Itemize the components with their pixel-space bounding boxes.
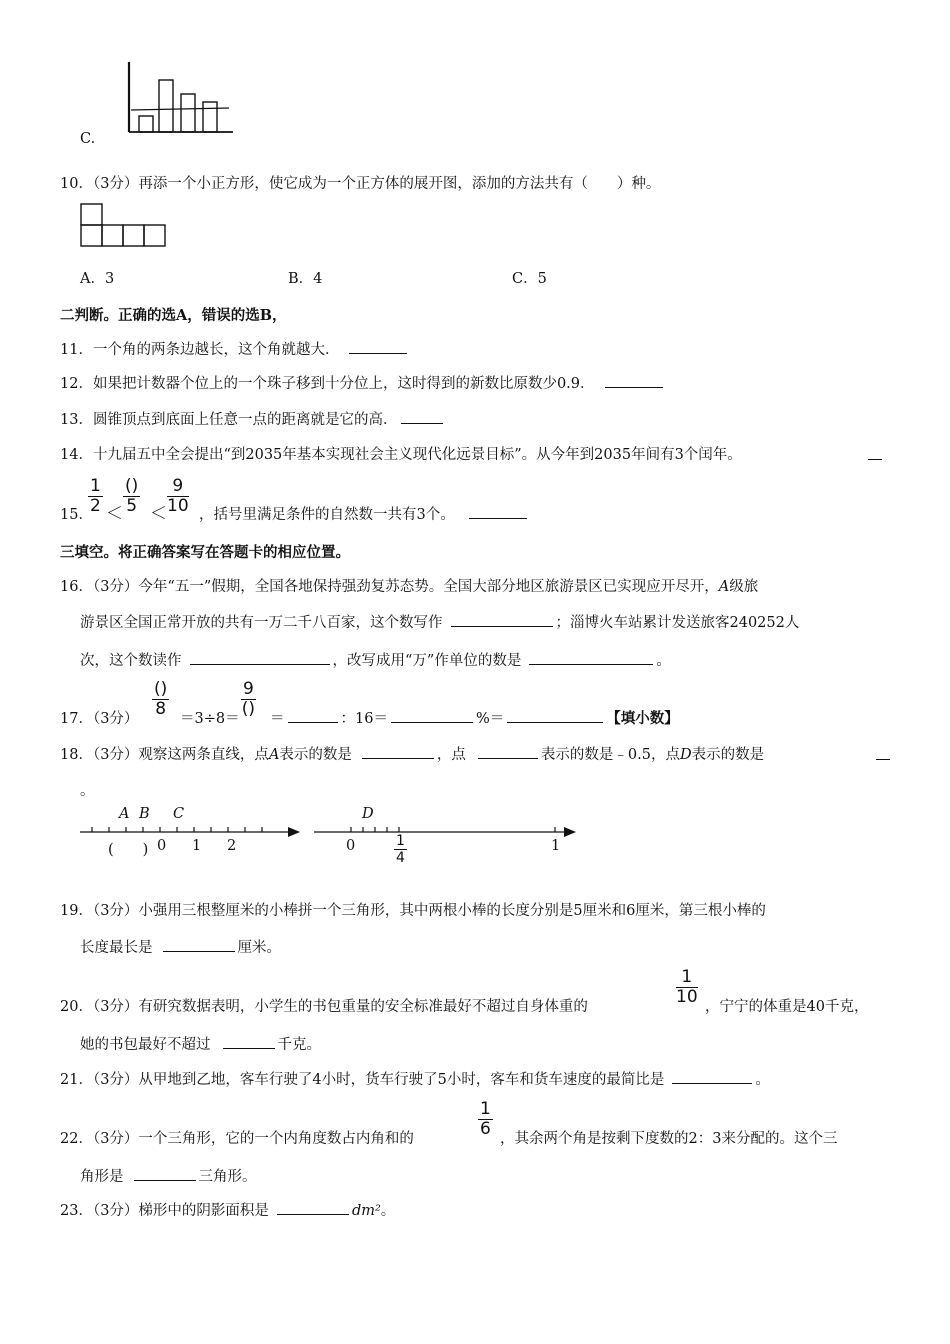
q11-text: 11．一个角的两条边越长，这个角就越大．	[60, 342, 340, 358]
q20-fraction: $\frac{1}{10}$	[676, 967, 698, 1007]
q20-line2	[80, 1033, 321, 1054]
q18-blank-d[interactable]	[876, 745, 890, 760]
q19-line1: 19．（3分）小强用三根整厘米的小棒拼一个三角形，其中两根小棒的长度分别是5厘米和6厘米，第三根小棒的	[60, 903, 766, 919]
q18-label-d: D	[362, 806, 374, 822]
q21-answer-blank[interactable]	[672, 1069, 752, 1084]
q9-option-c-figure	[125, 60, 235, 140]
q20-line1-b: ，宁宁的体重是40千克，	[705, 999, 869, 1015]
q21-end: 。	[755, 1072, 770, 1088]
q18-point-d: D	[679, 747, 692, 763]
q17-tail	[270, 707, 679, 728]
q16-line3-text-a: 次，这个数读作	[80, 653, 182, 669]
q14	[60, 443, 742, 464]
q18-line2-tick-0: 0	[346, 838, 356, 854]
q14-text: 14．十九届五中全会提出“到2035年基本实现社会主义现代化远景目标”。从今年到2035年间有3个闰年。	[60, 447, 742, 463]
q18-tick-1: 1	[192, 838, 202, 854]
q11-answer-blank[interactable]	[349, 339, 407, 354]
q10-option-c: C．5	[512, 271, 547, 287]
q21	[60, 1068, 770, 1089]
q10-text: （3分）再添一个小正方形，使它成为一个正方体的展开图，添加的方法共有（ ）种。	[92, 176, 661, 192]
q15-less-than-1: ＜	[106, 504, 123, 524]
q17-decimal-hint: 【填小数】	[606, 710, 679, 727]
q10-option-b: B．4	[288, 271, 323, 287]
q17-blank-2[interactable]	[391, 708, 473, 723]
q18-text-d: 表示的数是﹣0.5，点	[540, 747, 680, 763]
q19-answer-blank[interactable]	[163, 937, 235, 952]
q16-line2-text-a: 游景区全国正常开放的共有一万二千八百家，这个数写作	[80, 615, 443, 631]
q22-line2	[80, 1165, 257, 1186]
q22-fraction: $\frac{1}{6}$	[480, 1099, 491, 1139]
q13-text: 13．圆锥顶点到底面上任意一点的距离就是它的高．	[60, 412, 398, 428]
q18-line2-quarter: $\frac{1}{4}$	[396, 833, 405, 866]
q15-text: ，括号里满足条件的自然数一共有3个。	[199, 507, 455, 523]
q22-answer-blank[interactable]	[134, 1166, 196, 1181]
q10-number: 10．	[60, 176, 93, 192]
q10-question	[60, 172, 660, 193]
q16-line2	[80, 611, 799, 632]
q10-net-figure	[80, 203, 170, 248]
q15-number: 15．	[60, 507, 93, 523]
q15-tail	[199, 503, 530, 524]
section3-title: 三填空。将正确答案写在答题卡的相应位置。	[60, 544, 350, 561]
q15-answer-blank[interactable]	[469, 504, 527, 519]
q18-blank-a[interactable]	[362, 744, 434, 759]
q17-blank-3[interactable]	[507, 708, 603, 723]
q18-blank-d-wrap	[876, 745, 890, 764]
q16-blank-read-number[interactable]	[190, 650, 330, 665]
q18-text-b: 表示的数是	[279, 747, 352, 763]
q18-label-a: A	[119, 806, 130, 822]
q23-answer-blank[interactable]	[277, 1200, 349, 1215]
q17-ratio: ：16＝	[340, 711, 388, 727]
q22-line2-end: 三角形。	[198, 1169, 257, 1185]
q19-line2-text: 长度最长是	[80, 940, 153, 956]
q15-fraction-1: $\frac{1}{2}$	[90, 476, 101, 516]
q17-mid-1: ＝3÷8＝	[180, 711, 240, 727]
q18-label-b: B	[139, 806, 150, 822]
q15-fraction-3: $\frac{9}{10}$	[167, 476, 189, 516]
q16-blank-write-number[interactable]	[451, 612, 553, 627]
q20-line1-a: 20．（3分）有研究数据表明，小学生的书包重量的安全标准最好不超过自身体重的	[60, 999, 588, 1015]
q20-answer-blank[interactable]	[223, 1034, 275, 1049]
q18-point-a: A	[268, 747, 280, 763]
q11	[60, 338, 410, 359]
q17-fraction-2: 9 ()	[241, 679, 256, 719]
q21-text: 21．（3分）从甲地到乙地，客车行驶了4小时，货车行驶了5小时，客车和货车速度的最简比是	[60, 1072, 665, 1088]
q16-line1	[60, 575, 758, 596]
q18-text-c: ，点	[436, 747, 466, 763]
q22-line1-b: ，其余两个角是按剩下度数的2：3来分配的。这个三	[500, 1131, 838, 1147]
q19-line2	[80, 936, 281, 957]
q16-line3-text-b: ，改写成用“万”作单位的数是	[332, 653, 522, 669]
q22-line1-a: 22．（3分）一个三角形，它的一个内角度数占内角和的	[60, 1131, 414, 1147]
q18-label-c: C	[173, 806, 185, 822]
q20-unit: 千克。	[277, 1037, 321, 1053]
q18-blank-point[interactable]	[478, 744, 538, 759]
q9-option-c: C.	[80, 131, 96, 147]
q14-answer-blank-wrap	[868, 445, 882, 464]
q22-line2-text: 角形是	[80, 1169, 124, 1185]
q14-answer-blank[interactable]	[868, 445, 882, 460]
q18-text-a: 18．（3分）观察这两条直线，点	[60, 747, 269, 763]
q13	[60, 408, 446, 429]
q23-end: 。	[380, 1203, 396, 1219]
q19-unit: 厘米。	[237, 940, 281, 956]
q16-level-a: A	[718, 579, 730, 595]
q12-answer-blank[interactable]	[605, 373, 663, 388]
q18-tick-0: 0	[157, 838, 167, 854]
section2-title: 二判断。正确的选A，错误的选B，	[60, 307, 287, 324]
q10-option-a: A．3	[80, 271, 115, 287]
q16-line2-text-b: ；淄博火车站累计发送旅客240252人	[555, 615, 800, 631]
q23-text: 23．（3分）梯形中的阴影面积是	[60, 1203, 269, 1219]
q17-blank-1[interactable]	[288, 708, 338, 723]
q20-line2-text: 她的书包最好不超过	[80, 1037, 211, 1053]
q16-line1-end: 级旅	[729, 579, 759, 595]
q16-line1-text: 16．（3分）今年“五一”假期，全国各地保持强劲复苏态势。全国大部分地区旅游景区已实现应开尽开，	[60, 579, 719, 595]
q18-paren-blank[interactable]: ( )	[108, 842, 149, 858]
q16-line3	[80, 649, 671, 670]
q18-line1	[60, 743, 764, 764]
q15-fraction-2: () 5	[125, 476, 139, 516]
q15-less-than-2: ＜	[150, 504, 167, 524]
q12	[60, 372, 666, 393]
q23	[60, 1199, 395, 1220]
q17-percent: %＝	[475, 711, 505, 727]
q18-cont: 。	[80, 783, 95, 799]
q16-line3-end: 。	[656, 653, 671, 669]
q16-blank-wan-unit[interactable]	[529, 650, 653, 665]
q18-text-e: 表示的数是	[691, 747, 765, 763]
q12-text: 12．如果把计数器个位上的一个珠子移到十分位上，这时得到的新数比原数少0.9．	[60, 376, 595, 392]
q17-fraction-1: () 8	[154, 679, 168, 719]
q17-equals: ＝	[270, 711, 285, 727]
q23-unit: dm²	[351, 1203, 381, 1219]
q13-answer-blank[interactable]	[401, 409, 443, 424]
q18-tick-2: 2	[227, 838, 237, 854]
q17-number: 17．（3分）	[60, 711, 139, 727]
q18-line2-tick-1: 1	[551, 838, 561, 854]
